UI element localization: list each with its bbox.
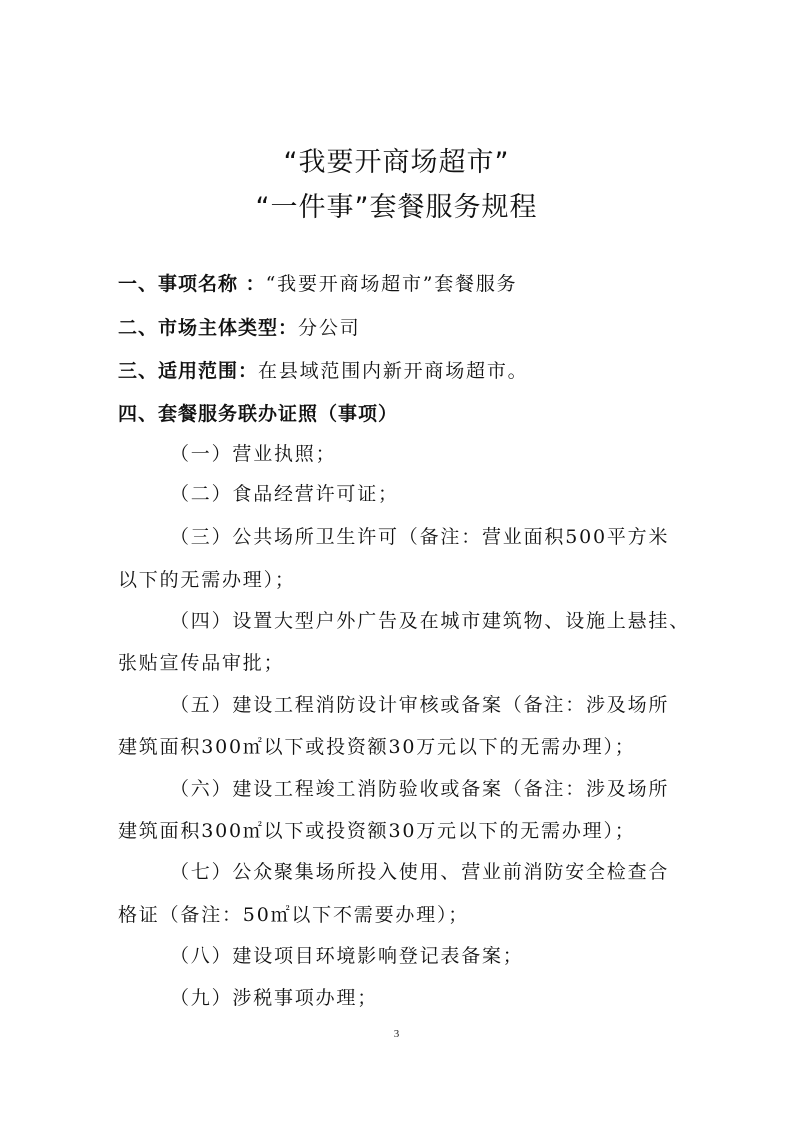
section-label: 一、事项名称 ：	[118, 273, 266, 295]
list-item: （七）公众聚集场所投入使用、营业前消防安全检查合	[170, 861, 670, 883]
page-number: 3	[393, 1028, 400, 1040]
list-item: （五）建设工程消防设计审核或备案（备注：涉及场所	[170, 694, 670, 716]
list-item-continuation: 张贴宣传品审批；	[118, 652, 285, 674]
section-joint-licenses	[118, 402, 398, 426]
section-text: 分公司	[298, 317, 361, 339]
section-label: 三、适用范围：	[118, 360, 259, 382]
section-label: 四、套餐服务联办证照（事项）	[118, 403, 399, 425]
list-item-continuation: 以下的无需办理）；	[118, 569, 296, 591]
list-item-continuation: 建筑面积300㎡以下或投资额30万元以下的无需办理）；	[118, 820, 636, 842]
section-scope	[118, 359, 528, 383]
document-title-line2: “一件事”套餐服务规程	[255, 192, 538, 223]
list-item: （四）设置大型户外广告及在城市建筑物、设施上悬挂、	[170, 610, 691, 632]
list-item: （九）涉税事项办理；	[170, 987, 379, 1009]
list-item: （三）公共场所卫生许可（备注：营业面积500平方米	[170, 526, 670, 548]
list-item: （六）建设工程竣工消防验收或备案（备注：涉及场所	[170, 778, 670, 800]
list-item-continuation: 建筑面积300㎡以下或投资额30万元以下的无需办理）；	[118, 736, 636, 758]
section-text: 在县域范围内新开商场超市。	[258, 360, 529, 382]
list-item: （二）食品经营许可证；	[170, 483, 399, 505]
list-item-continuation: 格证（备注：50㎡以下不需要办理）；	[118, 904, 470, 926]
list-item: （一）营业执照；	[170, 443, 337, 465]
document-title-line1: “我要开商场超市”	[283, 147, 510, 178]
section-entity-type	[118, 316, 360, 340]
section-item-name	[118, 272, 517, 296]
section-text: “我要开商场超市”套餐服务	[265, 273, 518, 295]
section-label: 二、市场主体类型：	[118, 317, 299, 339]
list-item: （八）建设项目环境影响登记表备案；	[170, 945, 524, 967]
